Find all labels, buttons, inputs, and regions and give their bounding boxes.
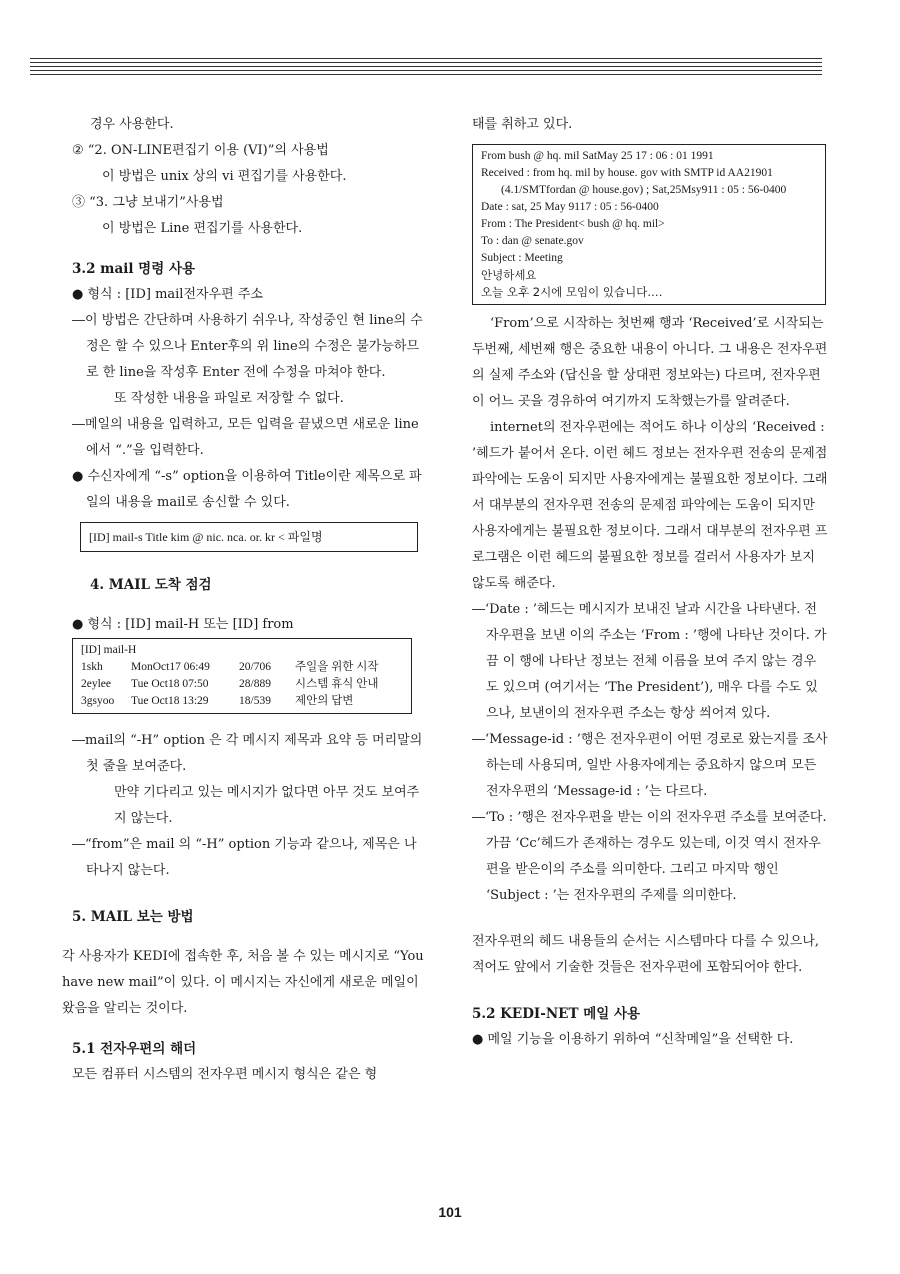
section-3-2-bullet2: ● 수신자에게 “-s” option을 이용하여 Title이란 제목으로 파일의 내용을 mail로 송신할 수 있다. <box>72 469 422 510</box>
section-3-2-para3: ―메일의 내용을 입력하고, 모든 입력을 끝냈으면 새로운 line 에서 “.”을 입력한다. <box>72 417 419 458</box>
header-line: 안녕하세요 <box>481 268 537 282</box>
header-line: From : The President< bush @ hq. mil> <box>481 218 665 230</box>
cell-date: Tue Oct18 07:50 <box>131 678 209 690</box>
table-row <box>81 693 383 710</box>
table-row <box>81 659 383 676</box>
header-line: To : dan @ senate.gov <box>481 235 584 247</box>
header-line: Received : from hq. mil by house. gov with SMTP id AA21901 <box>481 167 773 179</box>
cell-subject: 주일을 위한 시작 <box>295 661 379 673</box>
cell-user: 3gsyoo <box>81 695 115 707</box>
right-para2: internet의 전자우편에는 적어도 하나 이상의 ‘Received : ’헤드가 붙어서 온다. 이런 헤드 정보는 전자우편 전송의 문제점 파악에는 도움이 되지만 사용자에게는 불필요한 정보이다. 그래서 대부분의 전자우편 전송의 문제점 파악에는 도움이 되지만 사용자에게는 불필요한 정보이다. 그래서 대부분의 전자우편 프로그램은 이런 헤드의 불필요한 정보를 걸러서 사용자가 보지 않도록 해준다. <box>472 420 828 591</box>
cell-date: MonOct17 06:49 <box>131 661 210 673</box>
section-4-title: 4. MAIL 도착 점검 <box>90 577 212 593</box>
section-3-2-para1: ―이 방법은 간단하며 사용하기 쉬우나, 작성중인 현 line의 수정은 할 수 있으나 Enter후의 위 line의 수정은 불가능하므로 한 line을 작성후 Enter 전에 수정을 마쳐야 한다. <box>72 313 423 380</box>
right-para4: ―‘Message-id : ’행은 전자우편이 어떤 경로로 왔는지를 조사하는데 사용되며, 일반 사용자에게는 중요하지 않으며 모든 전자우편의 ‘Message-id : ’는 다르다. <box>472 732 828 799</box>
section-3-2-para2: 또 작성한 내용을 파일로 저장할 수 없다. <box>114 391 344 406</box>
header-line: Subject : Meeting <box>481 252 563 264</box>
cell-user: 2eylee <box>81 678 112 690</box>
item3-title: ③ “3. 그냥 보내기”사용법 <box>72 195 224 210</box>
right-intro: 태를 취하고 있다. <box>472 117 573 132</box>
mail-header-box <box>472 144 826 305</box>
item2-title: ② “2. ON-LINE편집기 이용 (VI)”의 사용법 <box>72 143 329 158</box>
top-rule <box>30 58 822 78</box>
section-5-2-bullet: ● 메일 기능을 이용하기 위하여 “신착메일”을 선택한 다. <box>472 1032 794 1047</box>
left-intro: 경우 사용한다. <box>90 117 174 132</box>
cell-date: Tue Oct18 13:29 <box>131 695 209 707</box>
cell-size: 20/706 <box>239 661 271 673</box>
header-line: (4.1/SMTfordan @ house.gov) ; Sat,25Msy911 : 05 : 56-0400 <box>501 184 787 196</box>
mail-h-table-header: [ID] mail-H <box>81 644 137 656</box>
section-4-para2: 만약 기다리고 있는 메시지가 없다면 아무 것도 보여주지 않는다. <box>114 785 420 826</box>
section-5-2-title: 5.2 KEDI-NET 메일 사용 <box>472 1006 641 1022</box>
cell-subject: 제안의 답변 <box>295 695 354 707</box>
item3-desc: 이 방법은 Line 편집기를 사용한다. <box>102 221 303 236</box>
table-row <box>81 676 383 693</box>
cell-size: 18/539 <box>239 695 271 707</box>
section-5-title: 5. MAIL 보는 방법 <box>72 909 194 925</box>
section-4-para1: ―mail의 “-H” option 은 각 메시지 제목과 요약 등 머리말의 첫 줄을 보여준다. <box>72 733 423 774</box>
section-5-para1: 각 사용자가 KEDI에 접속한 후, 처음 볼 수 있는 메시지로 “You have new mail”이 있다. 이 메시지는 자신에게 새로운 메일이 왔음을 알리는 것이다. <box>62 949 424 1016</box>
left-column <box>62 112 424 1088</box>
section-3-2-title: 3.2 mail 명령 사용 <box>72 261 196 277</box>
mail-s-command: [ID] mail-s Title kim @ nic. nca. or. kr < 파일명 <box>89 530 323 544</box>
right-para6: 전자우편의 헤드 내용들의 순서는 시스템마다 다를 수 있으나, 적어도 앞에서 기술한 것들은 전자우편에 포함되어야 한다. <box>472 934 820 975</box>
header-line: Date : sat, 25 May 9117 : 05 : 56-0400 <box>481 201 659 213</box>
mail-s-command-box <box>80 522 418 552</box>
mail-h-table <box>81 659 383 710</box>
right-para3: ―‘Date : ’헤드는 메시지가 보내진 날과 시간을 나타낸다. 전자우편을 보낸 이의 주소는 ‘From : ’행에 나타난 것이다. 가끔 이 행에 나타난 정보는 전체 이름을 보여 주지 않는 경우도 있으며 (여기서는 ‘The President’), 매우 다를 수도 있으나, 보낸이의 전자우편 주소는 항상 씌어져 있다. <box>472 602 827 721</box>
page-number: 101 <box>438 1204 462 1220</box>
section-3-2-format: ● 형식 : [ID] mail전자우편 주소 <box>72 287 263 302</box>
right-para1: ‘From’으로 시작하는 첫번째 행과 ‘Received’로 시작되는 두번째, 세번째 행은 중요한 내용이 아니다. 그 내용은 전자우편의 실제 주소와 (답신을 할 상대편 정보와는) 다르며, 전자우편이 어느 곳을 경유하여 여기까지 도착했는가를 알려준다. <box>472 316 828 409</box>
header-line: From bush @ hq. mil SatMay 25 17 : 06 : 01 1991 <box>481 150 714 162</box>
section-5-1-title: 5.1 전자우편의 해더 <box>72 1041 197 1057</box>
section-4-para3: ―“from”은 mail 의 “-H” option 기능과 같으나, 제목은 나타나지 않는다. <box>72 837 417 878</box>
section-5-1-para1: 모든 컴퓨터 시스템의 전자우편 메시지 형식은 같은 형 <box>72 1067 378 1082</box>
cell-user: 1skh <box>81 661 103 673</box>
header-line: 오늘 오후 2시에 모임이 있습니다.… <box>481 285 663 299</box>
section-4-format: ● 형식 : [ID] mail-H 또는 [ID] from <box>72 617 294 632</box>
mail-h-table-box <box>72 638 412 714</box>
item2-desc: 이 방법은 unix 상의 vi 편집기를 사용한다. <box>102 169 347 184</box>
right-column <box>472 112 828 1053</box>
cell-subject: 시스템 휴식 안내 <box>295 678 379 690</box>
right-para5: ―‘To : ’행은 전자우편을 받는 이의 전자우편 주소를 보여준다. 가끔 ‘Cc’헤드가 존재하는 경우도 있는데, 이것 역시 전자우편을 받은이의 주소를 의미한다. 그리고 마지막 행인 ‘Subject : ’는 전자우편의 주제를 의미한다. <box>472 810 827 903</box>
cell-size: 28/889 <box>239 678 271 690</box>
